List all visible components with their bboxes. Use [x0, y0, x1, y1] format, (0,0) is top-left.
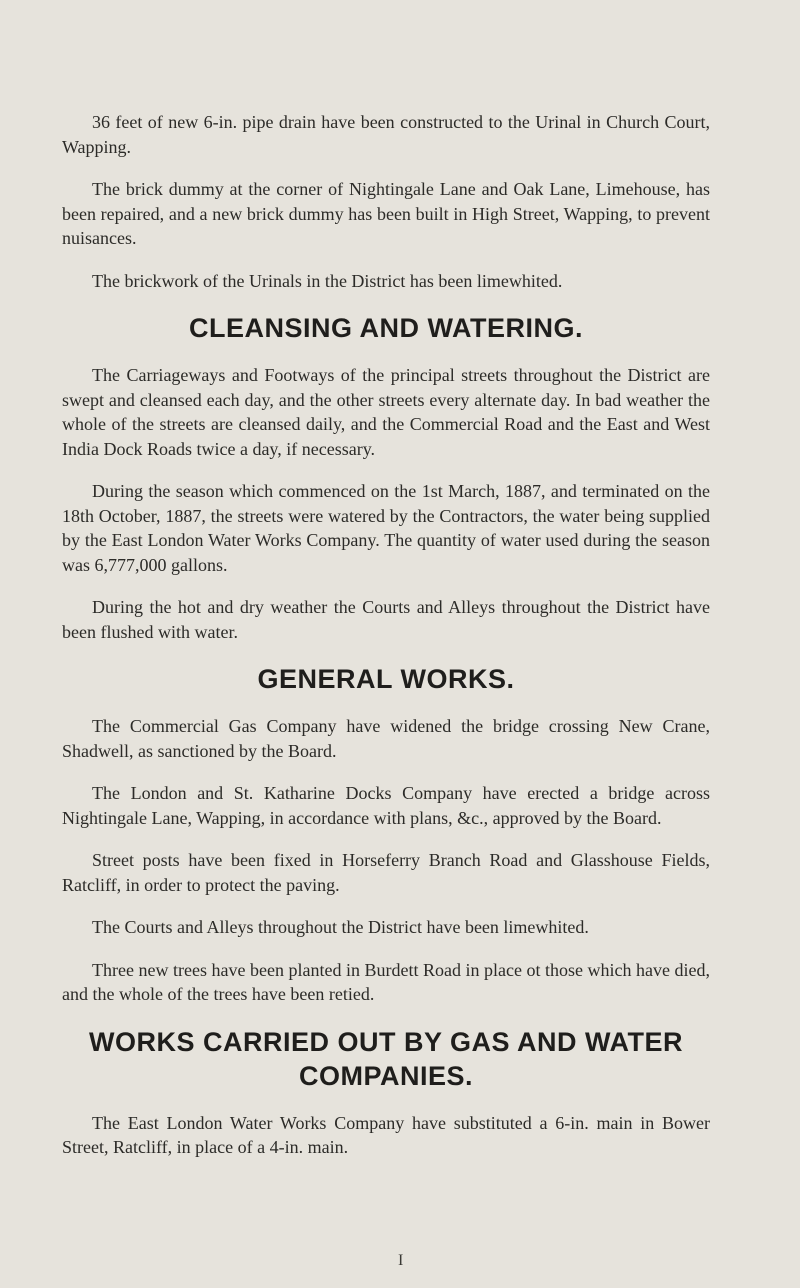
paragraph: Street posts have been fixed in Horseferry Branch Road and Glasshouse Fields, Ratcliff, in order to protect the paving. — [62, 850, 710, 895]
section-gas-and-water-companies — [62, 1025, 710, 1160]
paragraph: 36 feet of new 6-in. pipe drain have been constructed to the Urinal in Church Court, Wapping. — [62, 112, 710, 157]
paragraph: During the season which commenced on the 1st March, 1887, and terminated on the 18th October, 1887, the streets were watered by the Contractors, the water being supplied by the East London Water Works Company. The quantity of water used during the season was 6,777,000 gallons. — [62, 481, 710, 575]
section-heading: CLEANSING AND WATERING. — [189, 313, 583, 343]
paragraph: The Carriageways and Footways of the principal streets throughout the District are swept and cleansed each day, and the other streets every alternate day. In bad weather the whole of the streets are cleansed daily, and the Commercial Road and the East and West India Dock Roads twice a day, if necessary. — [62, 365, 710, 459]
paragraph: The brick dummy at the corner of Nightingale Lane and Oak Lane, Limehouse, has been repaired, and a new brick dummy has been built in High Street, Wapping, to prevent nuisances. — [62, 179, 710, 248]
paragraph: The London and St. Katharine Docks Company have erected a bridge across Nightingale Lane, Wapping, in accordance with plans, &c., approved by the Board. — [62, 783, 710, 828]
paragraph: Three new trees have been planted in Burdett Road in place ot those which have died, and the whole of the trees have been retied. — [62, 959, 710, 1004]
section-heading: GENERAL WORKS. — [257, 664, 515, 694]
page-mark: I — [398, 1252, 404, 1269]
section-cleansing-and-watering — [62, 311, 710, 644]
paragraph: During the hot and dry weather the Courts and Alleys throughout the District have been flushed with water. — [62, 597, 710, 642]
paragraph: The Courts and Alleys throughout the District have been limewhited. — [92, 917, 589, 937]
section-general-works — [62, 662, 710, 1007]
paragraph: The brickwork of the Urinals in the District has been limewhited. — [92, 270, 563, 291]
paragraph: The East London Water Works Company have substituted a 6-in. main in Bower Street, Ratcliff, in place of a 4-in. main. — [62, 1112, 710, 1157]
section-drainage — [62, 110, 710, 293]
paragraph: The Commercial Gas Company have widened the bridge crossing New Crane, Shadwell, as sanctioned by the Board. — [62, 716, 710, 761]
section-heading: WORKS CARRIED OUT BY GAS AND WATER COMPANIES. — [88, 1026, 683, 1091]
